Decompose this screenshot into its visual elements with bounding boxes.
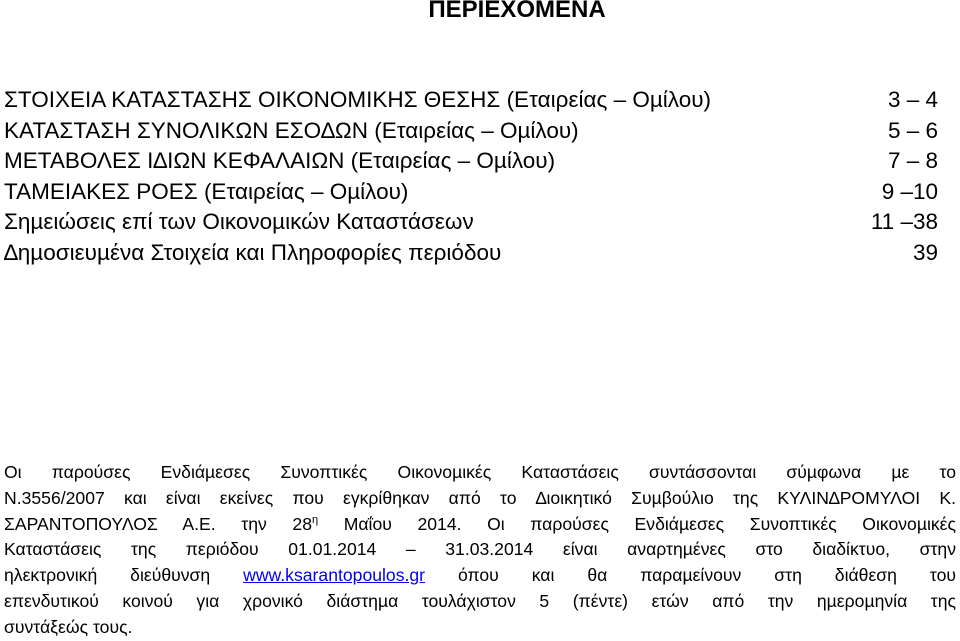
toc-entry-pages: 11 –38 [870, 209, 938, 234]
toc-entry-published-data [4, 238, 938, 269]
paragraph-text: ΣΑΡΑΝΤΟΠΟΥΛΟΣ Α.Ε. την 28 [4, 513, 312, 534]
toc-entry-comprehensive-income [4, 116, 938, 147]
toc-entry-notes [4, 207, 938, 238]
paragraph-line: Ν.3556/2007 και είναι εκείνες που εγκρίθηκαν από το ∆ιοικητικό Συµβούλιο της ΚΥΛΙΝ∆ΡΟΜΥΛΟΙ Κ. [4, 487, 956, 508]
toc-entry-pages: 5 – 6 [887, 117, 938, 143]
toc-entry-label: ΤΑΜΕΙΑΚΕΣ ΡΟΕΣ (Εταιρείας – Οµίλου) [4, 178, 409, 204]
approval-paragraph [4, 460, 956, 641]
paragraph-line: Οι παρούσες Ενδιάµεσες Συνοπτικές Οικονοµικές Καταστάσεις συντάσσονται σύµφωνα µε το [4, 462, 956, 482]
paragraph-text: όπου και θα παραµείνουν στη διάθεση του [425, 565, 956, 586]
paragraph-text: ηλεκτρονική διεύθυνση [4, 565, 244, 586]
paragraph-line: Καταστάσεις της περιόδου 01.01.2014 – 31.03.2014 είναι αναρτηµένες στο διαδίκτυο, στην [4, 539, 956, 560]
toc-entry-pages: 7 – 8 [887, 148, 938, 173]
ordinal-superscript: η [311, 513, 319, 526]
toc-entry-label: Σηµειώσεις επί των Οικονοµικών Καταστάσεων [4, 209, 474, 234]
website-link[interactable]: www.ksarantopoulos.gr [243, 565, 426, 586]
page-title: ΠΕΡΙΕΧΟΜΕΝΑ [428, 0, 606, 23]
paragraph-line [4, 512, 956, 538]
toc-entry-pages: 9 –10 [881, 178, 938, 204]
toc-entry-financial-position [4, 85, 938, 116]
toc-entry-cash-flows [4, 177, 938, 208]
toc-entry-pages: 3 – 4 [887, 87, 938, 112]
paragraph-line: συντάξεώς τους. [4, 616, 133, 637]
toc-entry-label: ∆ηµοσιευµένα Στοιχεία και Πληροφορίες περιόδου [4, 239, 502, 265]
table-of-contents [4, 85, 938, 268]
toc-entry-label: ΜΕΤΑΒΟΛΕΣ Ι∆ΙΩΝ ΚΕΦΑΛΑΙΩΝ (Εταιρείας – Οµίλου) [4, 148, 556, 173]
toc-entry-label: ΣΤΟΙΧΕΙΑ ΚΑΤΑΣΤΑΣΗΣ ΟΙΚΟΝΟΜΙΚΗΣ ΘΕΣΗΣ (Εταιρείας – Οµίλου) [4, 87, 712, 112]
toc-entry-equity-changes [4, 146, 938, 177]
paragraph-text: Μαΐου 2014. Οι παρούσες Ενδιάµεσες Συνοπτικές Οικονοµικές [318, 513, 956, 534]
paragraph-line: επενδυτικού κοινού για χρονικό διάστηµα τουλάχιστον 5 (πέντε) ετών από την ηµεροµηνία της [4, 590, 956, 611]
toc-entry-pages: 39 [912, 239, 938, 265]
paragraph-line [4, 563, 956, 589]
toc-entry-label: ΚΑΤΑΣΤΑΣΗ ΣΥΝΟΛΙΚΩΝ ΕΣΟ∆ΩΝ (Εταιρείας – Οµίλου) [4, 117, 579, 143]
